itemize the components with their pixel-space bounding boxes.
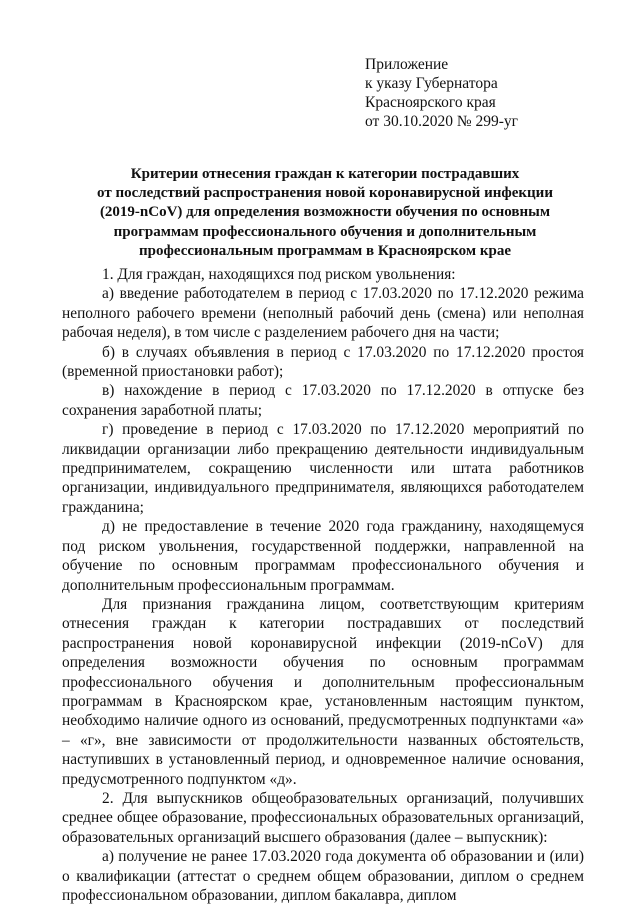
paragraph-1b: б) в случаях объявления в период с 17.03.2020 по 17.12.2020 простоя (временной приостановки работ); bbox=[62, 343, 584, 381]
appendix-header bbox=[365, 55, 518, 131]
title-line-3: (2019-nCoV) для определения возможности обучения по основным bbox=[99, 204, 551, 221]
paragraph-2a: а) получение не ранее 17.03.2020 года документа об образовании и (или) о квалификации (аттестат о среднем общем образовании, диплом о среднем профессиональном образовании, диплом бакалавра, диплом bbox=[62, 848, 584, 904]
paragraph-1c: в) нахождение в период с 17.03.2020 по 17.12.2020 в отпуске без сохранения заработной платы; bbox=[62, 382, 584, 419]
document-title bbox=[90, 165, 560, 261]
title-line-1: Критерии отнесения граждан к категории пострадавших bbox=[130, 166, 520, 182]
title-line-5: профессиональным программам в Красноярском крае bbox=[138, 242, 511, 259]
document-body bbox=[62, 265, 584, 905]
appendix-line-4: от 30.10.2020 № 299-уг bbox=[365, 113, 519, 130]
paragraph-1a: а) введение работодателем в период с 17.03.2020 по 17.12.2020 режима неполного рабочего времени (неполный рабочий день (смена) или неполная рабочая неделя), в том числе с разделением рабочего дня на части; bbox=[62, 285, 584, 342]
title-line-2: от последствий распространения новой коронавирусной инфекции bbox=[97, 185, 553, 202]
appendix-line-3: Красноярского края bbox=[365, 94, 496, 111]
paragraph-1d: г) проведение в период с 17.03.2020 по 17.12.2020 мероприятий по ликвидации организации либо прекращению деятельности индивидуальным предпринимателем, сокращению численности или штата работников организации, индивидуального предпринимателя, являющихся работодателем гражданина; bbox=[62, 421, 584, 516]
appendix-line-2: к указу Губернатора bbox=[365, 75, 498, 92]
paragraph-1-criteria: Для признания гражданина лицом, соответствующим критериям отнесения граждан к категории пострадавших от последствий распространения новой коронавирусной инфекции (2019-nCoV) для определения возможности обучения по основным программам профессионального обучения и дополнительным профессиональным программам в Красноярском крае, установленным настоящим пунктом, необходимо наличие одного из оснований, предусмотренных подпунктами «а» – «г», вне зависимости от продолжительности названных обстоятельств, наступивших в установленный период, и одновременное наличие основания, предусмотренного подпунктом «д». bbox=[62, 595, 584, 788]
paragraph-2: 2. Для выпускников общеобразовательных организаций, получивших среднее общее образование, профессиональных образовательных организаций, образовательных организаций высшего образования (далее – выпускник): bbox=[62, 789, 584, 846]
paragraph-1: 1. Для граждан, находящихся под риском увольнения: bbox=[102, 266, 456, 283]
title-line-4: программам профессионального обучения и дополнительным bbox=[113, 223, 537, 240]
appendix-line-1: Приложение bbox=[365, 56, 449, 73]
paragraph-1e: д) не предоставление в течение 2020 года гражданину, находящемуся под риском увольнения, государственной поддержки, направленной на обучение по основным программам профессионального обучения и дополнительным профессиональным программам. bbox=[62, 518, 584, 594]
